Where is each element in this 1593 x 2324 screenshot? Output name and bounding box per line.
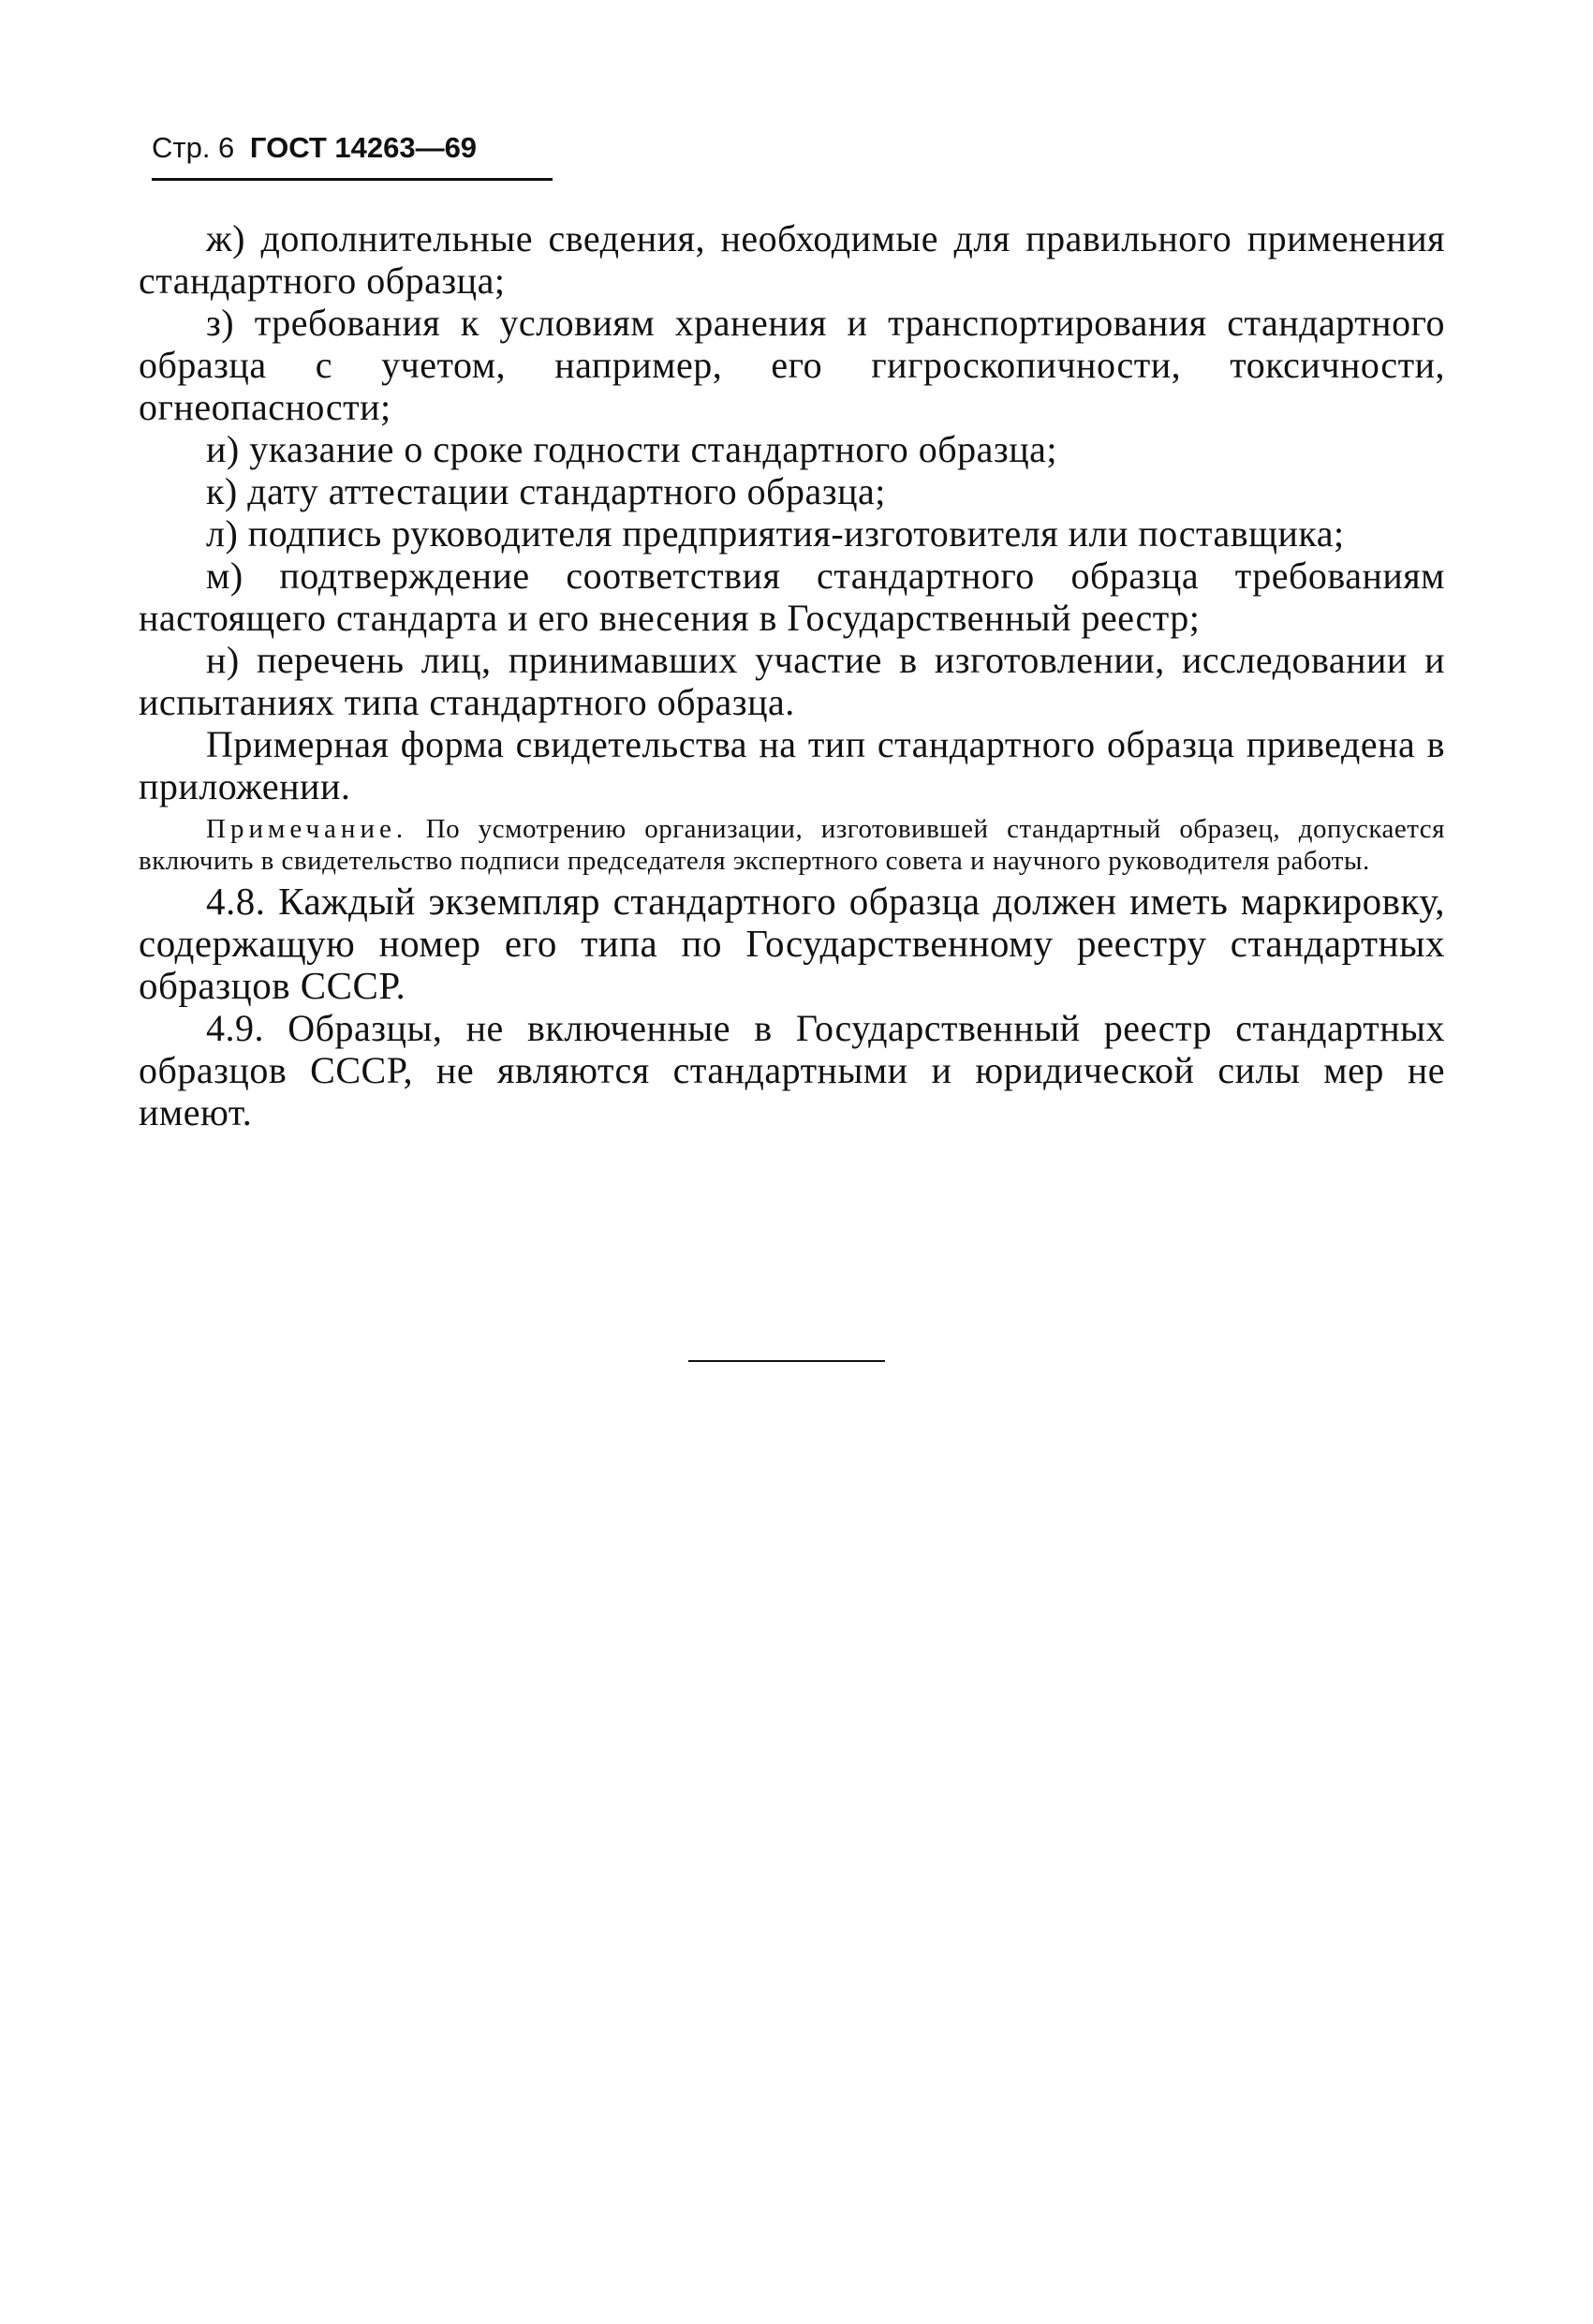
page-header <box>152 129 554 167</box>
list-item-z: з) требования к условиям хранения и транспортирования стандартного образца с учетом, например, его гигроскопичности, токсичности, огнеопасности; <box>139 302 1445 428</box>
page-number-label: Стр. 6 <box>152 131 235 164</box>
clause-4-9: 4.9. Образцы, не включенные в Государственный реестр стандартных образцов СССР, не являются стандартными и юридической силы мер не имеют. <box>139 1007 1445 1133</box>
list-item-zh: ж) дополнительные сведения, необходимые для правильного применения стандартного образца; <box>139 217 1445 302</box>
list-item-l: л) подпись руководителя предприятия-изготовителя или поставщика; <box>206 512 1345 555</box>
standard-code: ГОСТ 14263—69 <box>249 131 478 164</box>
note <box>139 813 1445 877</box>
end-rule <box>688 1360 885 1362</box>
note-text: По усмотрению организации, изготовившей стандартный образец, допускается включить в свидетельство подписи председателя экспертного совета и научного руководителя работы. <box>139 814 1445 876</box>
list-item-k: к) дату аттестации стандартного образца; <box>206 470 886 512</box>
header-rule <box>152 178 553 181</box>
body-text <box>139 217 1445 1133</box>
clause-4-8: 4.8. Каждый экземпляр стандартного образца должен иметь маркировку, содержащую номер его типа по Государственному реестру стандартных образцов СССР. <box>139 880 1445 1007</box>
form-paragraph: Примерная форма свидетельства на тип стандартного образца приведена в приложении. <box>139 723 1445 807</box>
list-item-m: м) подтверждение соответствия стандартного образца требованиям настоящего стандарта и его внесения в Государственный реестр; <box>139 555 1445 639</box>
note-label: Примечание. <box>206 814 408 844</box>
list-item-i: и) указание о сроке годности стандартного образца; <box>206 428 1057 470</box>
list-item-n: н) перечень лиц, принимавших участие в изготовлении, исследовании и испытаниях типа стандартного образца. <box>139 639 1445 723</box>
